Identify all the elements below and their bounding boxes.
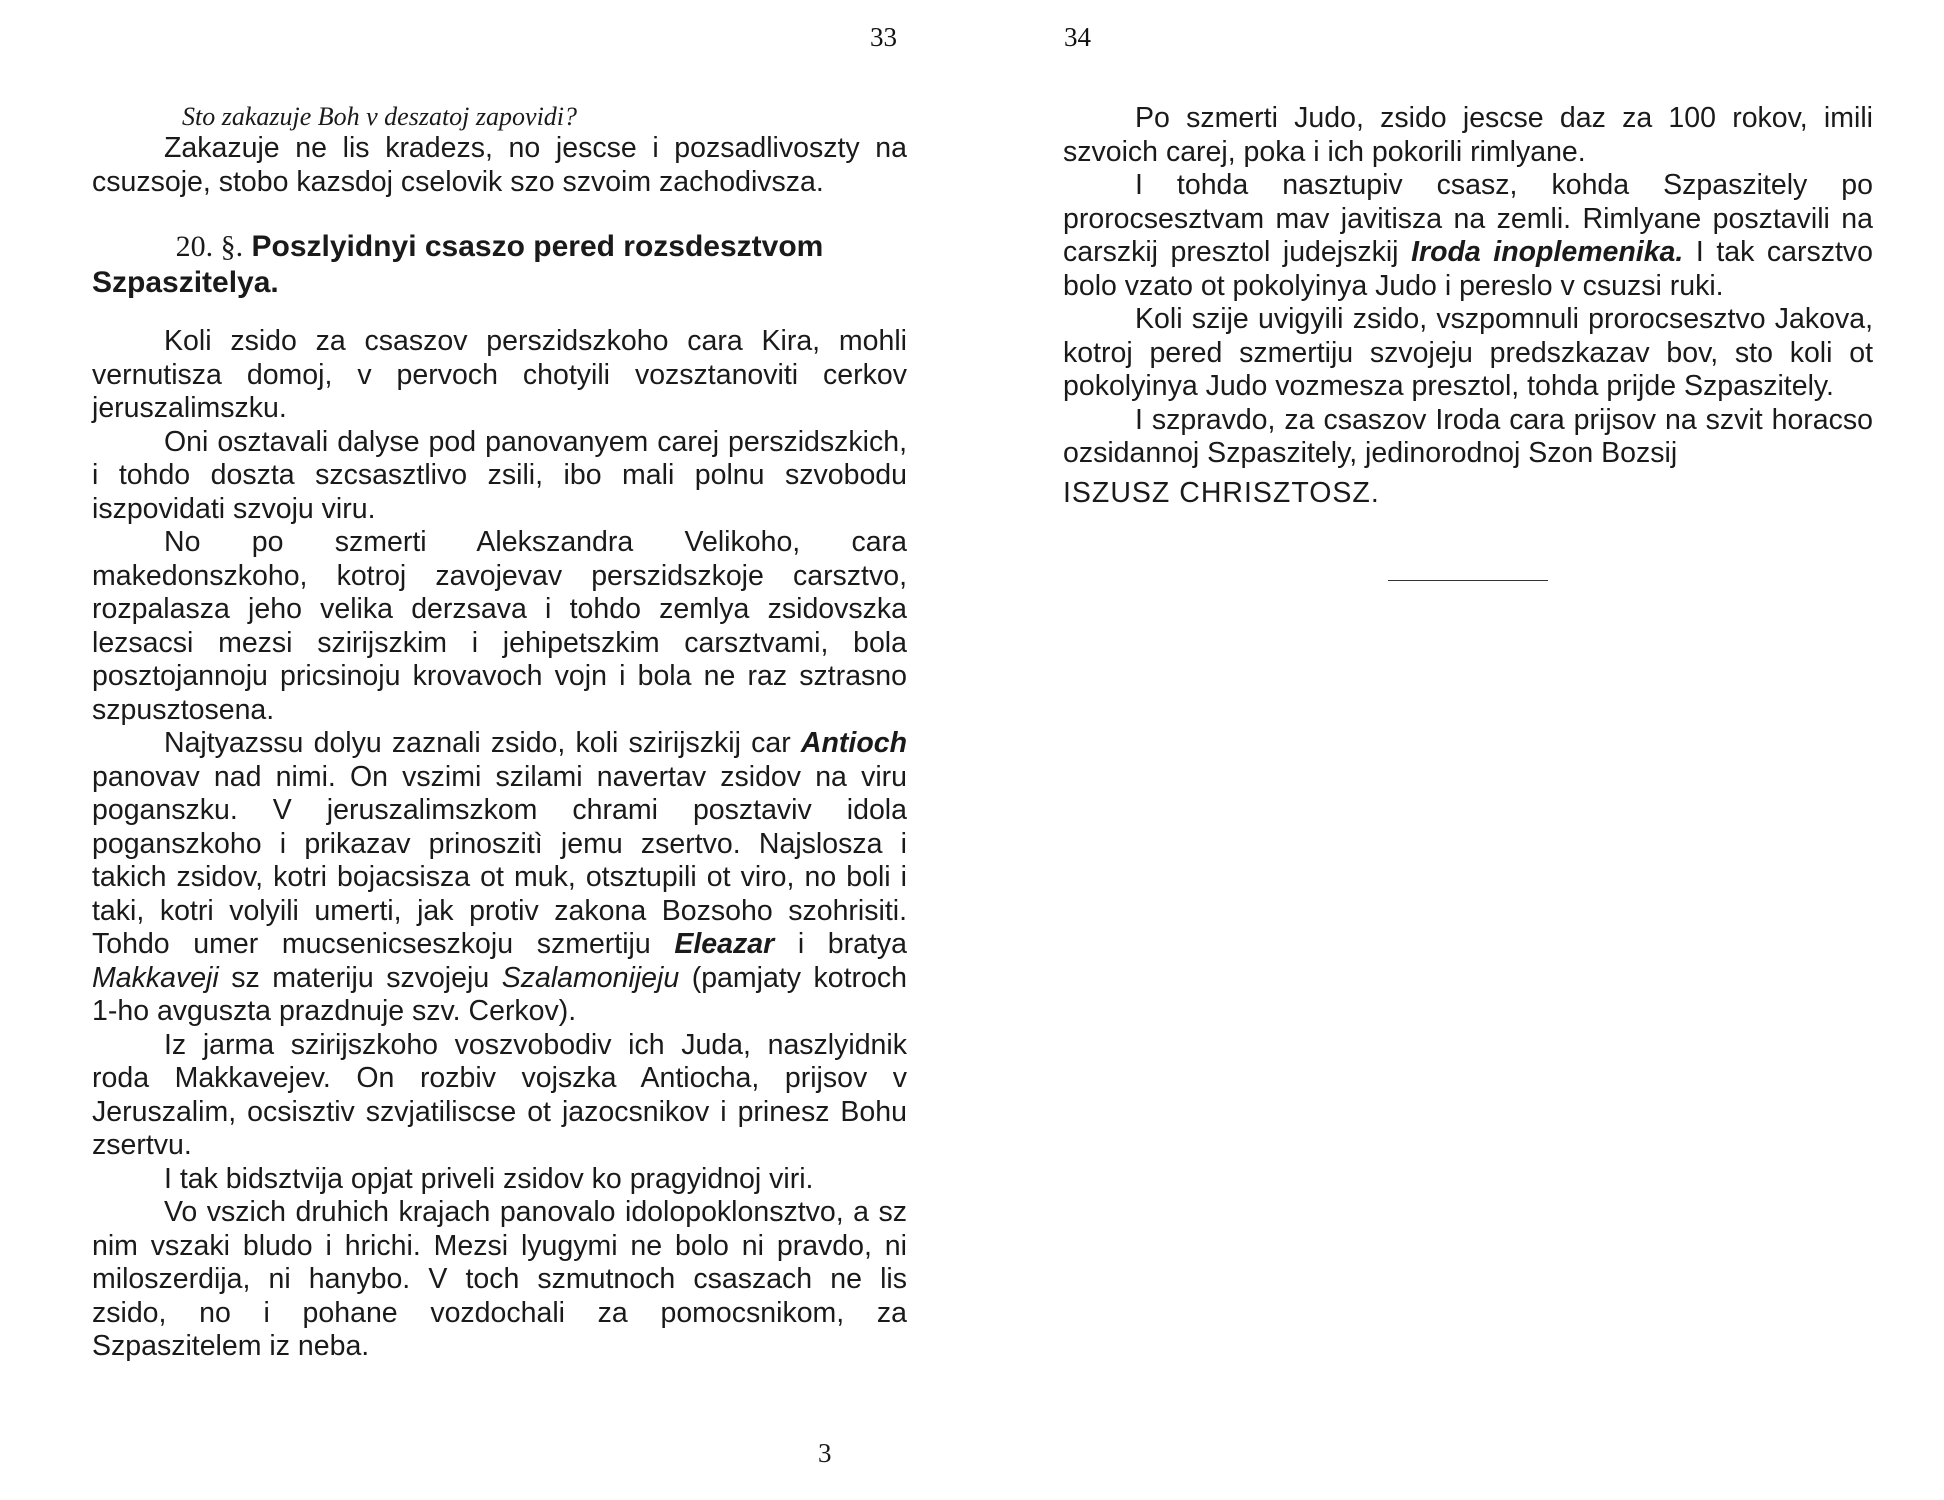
herod-text-1: I tohda nasztupiv csasz, kohda Szpaszitely po prorocsesztvam mav javitisza na zemli. Rimlyane posztavili na carszkij presztol judejszkij	[1063, 169, 1873, 268]
signature-mark: 3	[818, 1438, 832, 1468]
paragraph-herod	[1063, 169, 1873, 303]
szalamonijeju-name: Szalamonijeju	[501, 961, 680, 994]
antioch-name: Antioch	[800, 727, 907, 759]
section-number: 20. §.	[175, 230, 244, 263]
antioch-text-3: i bratya	[797, 928, 908, 960]
antioch-text-4: sz materiju szvojeju	[231, 961, 490, 994]
makkaveji-name: Makkaveji	[92, 961, 219, 994]
page-number-left: 33	[870, 22, 897, 52]
eleazar-name: Eleazar	[674, 928, 775, 960]
paragraph-juda: Iz jarma szirijszkoho voszvobodiv ich Juda, naszlyidnik roda Makkavejev. On rozbiv vojszka Antiocha, prijsov v Jeruszalim, ocsisztiv szvjatiliscse ot jazocsnikov i prinesz Bohu zsertvu.	[92, 1028, 907, 1161]
paragraph-prophecy: Koli szije uvigyili zsido, vszpomnuli prorocsesztvo Jakova, kotroj pered szmertiju szvojeju predszkazav bov, sto koli ot pokolyinya Judo vozmesza presztol, tohda prijde Szpaszitely.	[1063, 303, 1873, 402]
antioch-text-1: Najtyazssu dolyu zaznali zsido, koli szirijszkij car	[164, 727, 791, 759]
left-page-body	[92, 102, 907, 1364]
catechism-answer: Zakazuje ne lis kradezs, no jescse i pozsadlivoszty na csuzsoje, stobo kazsdoj cselovik szo szvoim zachodivsza.	[92, 132, 907, 198]
paragraph-antioch	[92, 727, 907, 1029]
paragraph-idolatry: Vo vszich druhich krajach panovalo idolopoklonsztvo, a sz nim vszaki bludo i hrichi. Mezsi lyugymi ne bolo ni pravdo, ni miloszerdija, ni hanybo. V toch szmutnoch csaszach ne lis zsido, no i pohane vozdochali za pomocsnikom, za Szpaszitelem iz neba.	[92, 1196, 907, 1362]
right-page	[972, 0, 1944, 1500]
final-name: ISZUSZ CHRISZTOSZ.	[1063, 476, 1380, 509]
page-number-right: 34	[1064, 22, 1091, 52]
paragraph-judo-death: Po szmerti Judo, zsido jescse daz za 100 rokov, imili szvoich carej, poka i ich pokorili rimlyane.	[1063, 102, 1873, 168]
section-heading	[92, 229, 907, 301]
paragraph-bidsztvija: I tak bidsztvija opjat priveli zsidov ko pragyidnoj viri.	[164, 1162, 814, 1195]
antioch-text-5: (pamjaty kotroch 1-ho avguszta prazdnuje szv. Cerkov).	[92, 961, 908, 1027]
section-title: Poszlyidnyi csaszo pered rozsdesztvom Szpaszitelya.	[92, 230, 824, 299]
antioch-text-2: panovav nad nimi. On vszimi szilami navertav zsidov na viru poganszku. V jeruszalimszkom chrami posztaviv idola poganszkoho i prikazav prinoszitì jemu zsertvo. Najsloszа i takich zsidov, kotri bojacsisza ot muk, otsztupili ot viro, no boli i taki, kotri volyili umerti, jak protiv zakona Bozsoho szohrisiti. Tohdo umer mucsenicseszkoju szmertiju	[92, 760, 907, 960]
paragraph-kira: Koli zsido za csaszov perszidszkoho cara Kira, mohli vernutisza domoj, v pervoch chotyili vozsztanoviti cerkov jeruszalimszku.	[92, 325, 907, 424]
paragraph-savior-born: I szpravdo, za csaszov Iroda cara prijsov na szvit horacso ozsidannoj Szpaszitely, jedinorodnoj Szon Bozsij	[1063, 403, 1873, 469]
right-page-body	[1063, 102, 1873, 581]
paragraph-persian-rule: Oni osztavali dalyse pod panovanyem carej perszidszkich, i tohdo doszta szcsasztlivo zsili, ibo mali polnu szvobodu iszpovidati szvoju viru.	[92, 425, 907, 525]
catechism-question: Sto zakazuje Boh v deszatoj zapovidi?	[182, 102, 578, 131]
closing-rule	[1388, 580, 1548, 581]
paragraph-alexander: No po szmerti Alekszandra Velikoho, cara makedonszkoho, kotroj zavojevav perszidszkoje carsztvo, rozpalasza jeho velika derzsava i tohdo zemlya zsidovszka lezsacsi mezsi szirijszkim i jehipetszkim carsztvami, bola posztojannoju pricsinoju krovavoch vojn i bola ne raz sztrasno szpusztosena.	[92, 526, 907, 726]
herod-name: Iroda inoplemenika.	[1411, 236, 1684, 268]
herod-text-2: I tak carsztvo bolo vzato ot pokolyinya Judo i pereslo v csuzsi ruki.	[1063, 236, 1874, 302]
